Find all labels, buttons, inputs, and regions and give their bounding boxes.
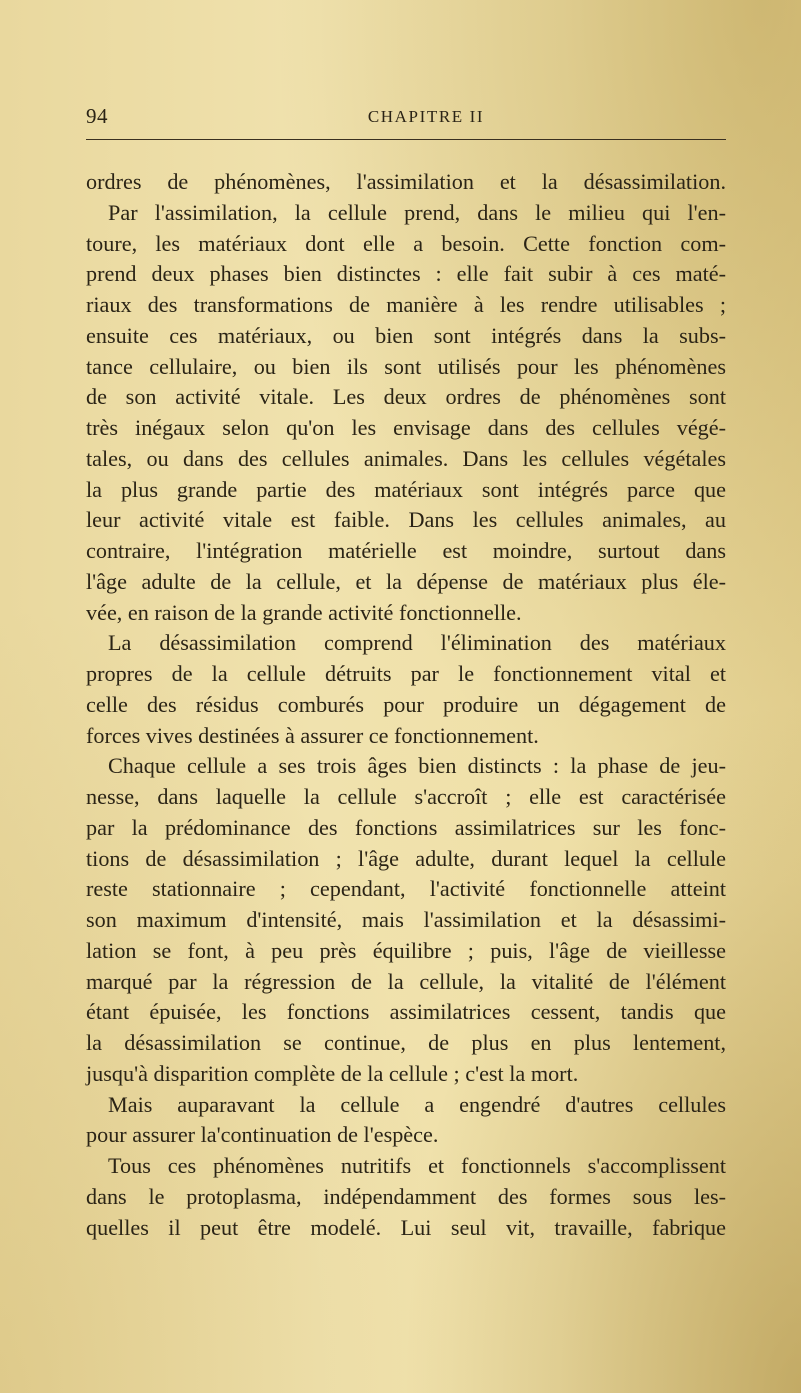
text-line: riaux des transformations de manière à les rendre utilisables ; [86, 292, 726, 317]
text-line: par la prédominance des fonctions assimilatrices sur les fonc- [86, 814, 726, 840]
page-number: 94 [86, 104, 108, 128]
text-line: marqué par la régression de la cellule, la vitalité de l'élément [86, 968, 726, 994]
text-line: Par l'assimilation, la cellule prend, dans le milieu qui l'en- [108, 199, 726, 225]
text-line: propres de la cellule détruits par le fonctionnement vital et [86, 661, 726, 686]
text-line: celle des résidus comburés pour produire un dégagement de [86, 691, 726, 717]
text-line: leur activité vitale est faible. Dans les cellules animales, au [86, 507, 726, 533]
header-rule [86, 139, 726, 140]
text-line: lation se font, à peu près équilibre ; puis, l'âge de vieillesse [86, 937, 726, 963]
text-line: La désassimilation comprend l'élimination des matériaux [108, 630, 726, 656]
text-line: étant épuisée, les fonctions assimilatrices cessent, tandis que [86, 999, 726, 1025]
text-line: la plus grande partie des matériaux sont intégrés parce que [86, 476, 726, 502]
text-line: forces vives destinées à assurer ce fonctionnement. [86, 722, 539, 748]
text-line: tance cellulaire, ou bien ils sont utilisés pour les phénomènes [86, 353, 726, 379]
text-line: jusqu'à disparition complète de la cellule ; c'est la mort. [86, 1060, 579, 1086]
text-line: nesse, dans laquelle la cellule s'accroît ; elle est caractérisée [86, 784, 726, 809]
text-line: la désassimilation se continue, de plus en plus lentement, [86, 1030, 726, 1055]
text-line: l'âge adulte de la cellule, et la dépense de matériaux plus éle- [86, 568, 726, 594]
text-line: dans le protoplasma, indépendamment des formes sous les- [86, 1183, 726, 1209]
text-line: vée, en raison de la grande activité fonctionnelle. [86, 599, 522, 625]
text-line: toure, les matériaux dont elle a besoin. Cette fonction com- [86, 230, 726, 256]
text-line: pour assurer la'continuation de l'espèce. [86, 1122, 439, 1148]
running-head: CHAPITRE II [367, 107, 485, 126]
text-line: Chaque cellule a ses trois âges bien distincts : la phase de jeu- [108, 753, 726, 779]
text-line: Mais auparavant la cellule a engendré d'autres cellules [108, 1091, 726, 1117]
text-line: reste stationnaire ; cependant, l'activité fonctionnelle atteint [86, 876, 726, 902]
text-line: contraire, l'intégration matérielle est moindre, surtout dans [86, 538, 726, 563]
text-line: son maximum d'intensité, mais l'assimilation et la désassimi- [86, 907, 726, 932]
text-line: très inégaux selon qu'on les envisage dans des cellules végé- [86, 415, 726, 440]
text-line: Tous ces phénomènes nutritifs et fonctionnels s'accomplissent [108, 1153, 726, 1178]
text-line: tales, ou dans des cellules animales. Dans les cellules végétales [86, 445, 726, 471]
page-header [86, 104, 726, 148]
body-text [86, 167, 726, 1243]
text-line: tions de désassimilation ; l'âge adulte, durant lequel la cellule [86, 845, 726, 871]
text-line: ensuite ces matériaux, ou bien sont intégrés dans la subs- [86, 322, 726, 348]
text-line: prend deux phases bien distinctes : elle fait subir à ces maté- [86, 261, 726, 287]
text-line: ordres de phénomènes, l'assimilation et la désassimilation. [86, 169, 726, 194]
text-line: quelles il peut être modelé. Lui seul vit, travaille, fabrique [86, 1214, 726, 1240]
text-line: de son activité vitale. Les deux ordres de phénomènes sont [86, 384, 726, 410]
